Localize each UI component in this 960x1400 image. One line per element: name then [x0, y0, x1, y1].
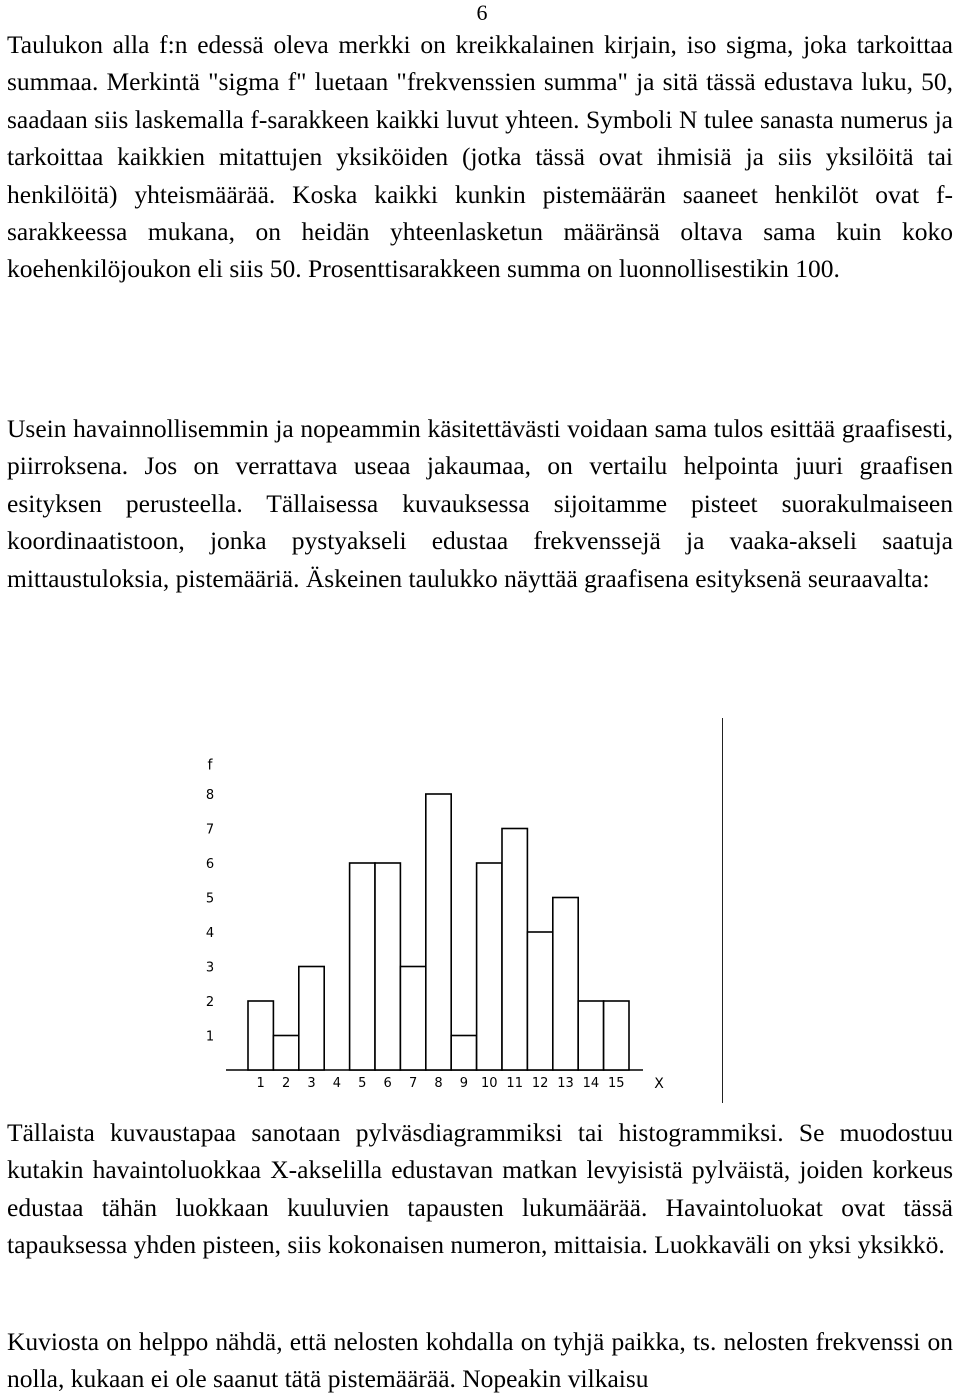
- histogram-bar: [248, 1001, 273, 1070]
- x-tick-label: 8: [434, 1076, 443, 1091]
- x-tick-label: 12: [531, 1076, 549, 1091]
- x-tick-label: 14: [582, 1076, 600, 1091]
- histogram-bar: [299, 967, 324, 1071]
- histogram-bar: [426, 794, 451, 1070]
- histogram-bar: [527, 932, 552, 1070]
- x-tick-label: 1: [256, 1076, 265, 1091]
- paragraph-graphical-presentation: Usein havainnollisemmin ja nopeammin käsitettävästi voidaan sama tulos esittää graafisesti, piirroksena. Jos on verrattava useaa jakaumaa, on vertailu helpointa juuri graafisen esityksen perusteella. Tällaisessa kuvauksessa sijoitamme pisteet suorakulmaiseen koordinaatistoon, jonka pystyakseli edustaa frekvenssejä ja vaaka-akseli saatuja mittaustuloksia, pistemääriä. Äskeinen taulukko näyttää graafisena esityksenä seuraavalta:: [7, 414, 953, 593]
- y-tick-label: 4: [205, 926, 215, 941]
- page-number: 6: [476, 0, 488, 25]
- paragraph-histogram-definition: Tällaista kuvaustapaa sanotaan pylväsdiagrammiksi tai histogrammiksi. Se muodostuu kutakin havaintoluokkaa X-akselilla edustavan matkan levyisistä pylväistä, joiden korkeus edustaa tähän luokkaan kuuluvien tapausten lukumäärää. Havaintoluokat ovat tässä tapauksessa yhden pisteen, siis kokonaisen numeron, mittaisia. Luokkaväli on yksi yksikkö.: [7, 1118, 953, 1260]
- x-tick-label: 5: [358, 1076, 367, 1091]
- histogram-bar: [502, 829, 527, 1071]
- x-tick-label: 7: [408, 1076, 418, 1091]
- x-tick-label: 13: [557, 1076, 574, 1091]
- y-tick-label: 8: [205, 788, 215, 803]
- histogram-bar: [375, 863, 400, 1070]
- y-tick-label: 2: [205, 995, 215, 1010]
- y-axis-label: f: [207, 757, 213, 774]
- vertical-rule: [722, 718, 723, 1103]
- histogram-chart: [196, 738, 716, 1098]
- histogram-bar: [578, 1001, 603, 1070]
- x-tick-label: 10: [481, 1076, 498, 1091]
- x-tick-label: 4: [332, 1076, 342, 1091]
- histogram-bar: [400, 967, 425, 1071]
- x-tick-label: 3: [307, 1076, 316, 1091]
- x-axis-label: X: [654, 1076, 664, 1092]
- x-tick-label: 6: [383, 1076, 392, 1091]
- histogram-bar: [553, 898, 578, 1071]
- histogram-bar: [451, 1036, 476, 1071]
- histogram-bar: [273, 1036, 298, 1071]
- histogram-bar: [604, 1001, 629, 1070]
- histogram-bar: [477, 863, 502, 1070]
- y-tick-label: 7: [205, 822, 215, 838]
- y-tick-label: 1: [205, 1029, 215, 1045]
- y-tick-label: 6: [205, 857, 215, 872]
- x-tick-label: 2: [281, 1076, 291, 1091]
- paragraph-zero-frequency: Kuviosta on helppo nähdä, että nelosten kohdalla on tyhjä paikka, ts. nelosten frekvenssi on nolla, kukaan ei ole saanut tätä pistemäärää. Nopeakin vilkaisu: [7, 1327, 953, 1394]
- x-tick-label: 9: [459, 1076, 469, 1091]
- histogram-bar: [350, 863, 375, 1070]
- x-tick-label: 11: [506, 1076, 523, 1091]
- x-tick-label: 15: [608, 1076, 625, 1091]
- paragraph-sigma-explanation: Taulukon alla f:n edessä oleva merkki on kreikkalainen kirjain, iso sigma, joka tarkoittaa summaa. Merkintä "sigma f" luetaan "frekvenssien summa" ja sitä tässä edustava luku, 50, saadaan siis laskemalla f-sarakkeen kaikki luvut yhteen. Symboli N tulee sanasta numerus ja tarkoittaa kaikkien mitattujen yksiköiden (jotka tässä ovat ihmisiä ja siis yksilöitä tai henkilöitä) yhteismäärää. Koska kaikki kunkin pistemäärän saaneet henkilöt ovat f-sarakkeessa mukana, on heidän yhteenlasketun määränsä oltava sama kuin koko koehenkilöjoukon eli siis 50. Prosenttisarakkeen summa on luonnollisestikin 100.: [7, 30, 953, 284]
- y-tick-label: 3: [205, 960, 215, 976]
- y-tick-label: 5: [205, 891, 215, 907]
